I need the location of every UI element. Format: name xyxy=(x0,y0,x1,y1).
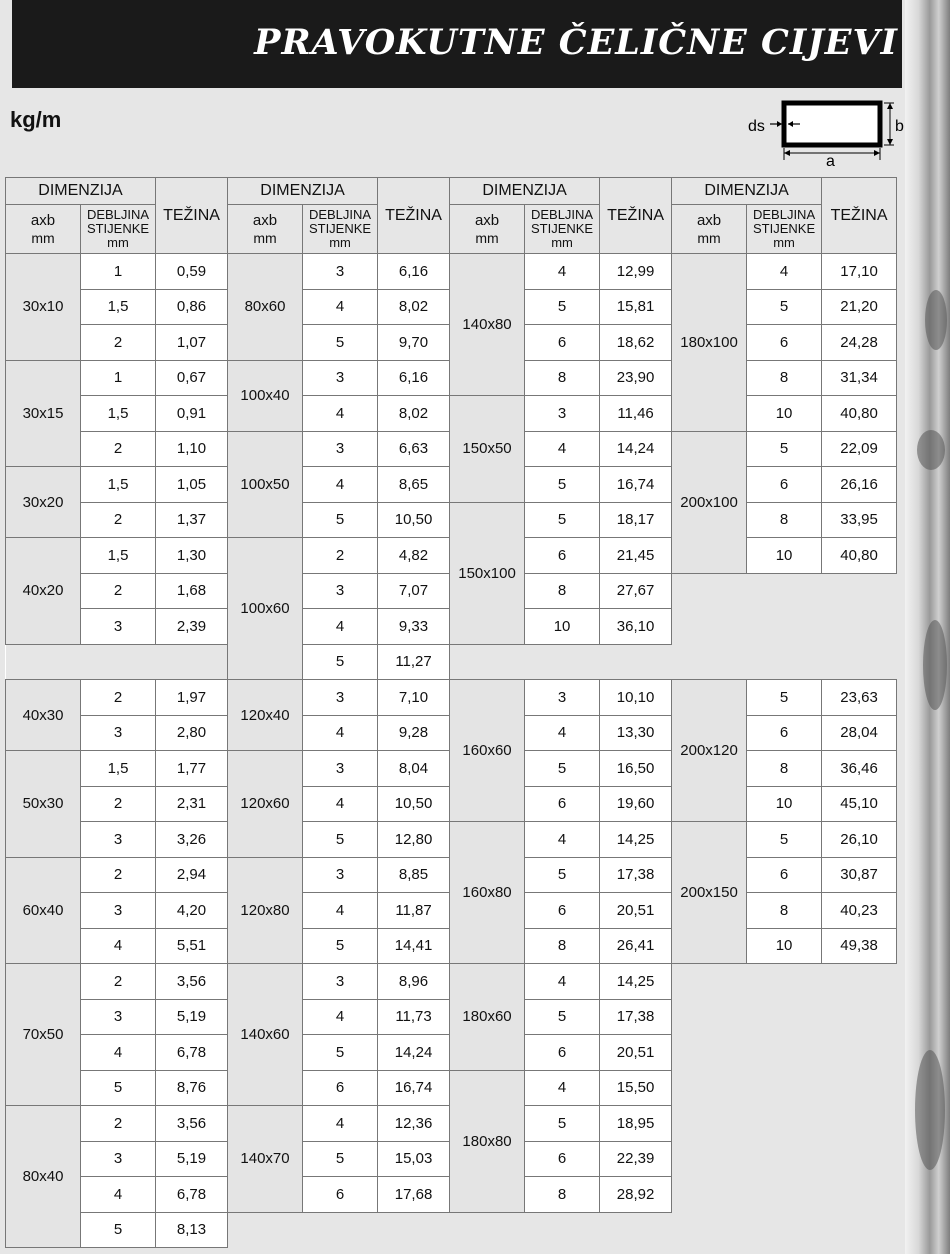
dimension-cell: 120x40 xyxy=(228,680,303,751)
wall-thickness-cell: 1 xyxy=(81,360,156,396)
weight-cell: 0,91 xyxy=(156,396,228,432)
weight-cell: 22,39 xyxy=(600,1141,672,1177)
weight-cell: 21,45 xyxy=(600,538,672,574)
weight-cell: 2,80 xyxy=(156,715,228,751)
dimension-cell: 30x20 xyxy=(6,467,81,538)
wall-thickness-cell: 8 xyxy=(747,360,822,396)
weight-cell: 22,09 xyxy=(822,431,897,467)
wall-thickness-cell: 5 xyxy=(81,1212,156,1248)
wall-thickness-cell: 5 xyxy=(303,822,378,858)
wall-thickness-cell: 6 xyxy=(747,325,822,361)
wall-thickness-cell: 8 xyxy=(525,573,600,609)
wall-thickness-cell: 4 xyxy=(747,254,822,290)
wall-thickness-cell: 2 xyxy=(81,431,156,467)
weight-cell: 31,34 xyxy=(822,360,897,396)
header-axb xyxy=(450,205,525,254)
decorative-photo-edge xyxy=(905,0,950,1254)
wall-thickness-cell: 4 xyxy=(525,1070,600,1106)
weight-cell: 14,25 xyxy=(600,822,672,858)
wall-thickness-cell: 3 xyxy=(303,573,378,609)
wall-thickness-cell: 8 xyxy=(747,751,822,787)
wall-thickness-cell: 1,5 xyxy=(81,538,156,574)
wall-thickness-cell: 5 xyxy=(747,680,822,716)
weight-cell: 36,46 xyxy=(822,751,897,787)
wall-thickness-cell: 4 xyxy=(81,1177,156,1213)
dimension-cell: 200x150 xyxy=(672,822,747,964)
weight-cell: 17,38 xyxy=(600,999,672,1035)
wall-thickness-cell: 2 xyxy=(81,325,156,361)
dimension-cell: 150x50 xyxy=(450,396,525,503)
header-dimenzija: DIMENZIJA xyxy=(228,178,378,205)
wall-thickness-cell: 5 xyxy=(747,822,822,858)
weight-cell: 20,51 xyxy=(600,893,672,929)
wall-thickness-cell: 1,5 xyxy=(81,467,156,503)
weight-cell: 20,51 xyxy=(600,1035,672,1071)
dimension-cell: 160x80 xyxy=(450,822,525,964)
weight-cell: 9,28 xyxy=(378,715,450,751)
wall-thickness-cell: 5 xyxy=(525,857,600,893)
weight-cell: 28,92 xyxy=(600,1177,672,1213)
table-row xyxy=(6,680,897,716)
dimension-cell: 180x100 xyxy=(672,254,747,432)
wall-thickness-cell: 6 xyxy=(525,538,600,574)
weight-cell: 1,77 xyxy=(156,751,228,787)
weight-cell: 5,19 xyxy=(156,1141,228,1177)
weight-cell: 13,30 xyxy=(600,715,672,751)
wall-thickness-cell: 2 xyxy=(81,573,156,609)
wall-thickness-cell: 5 xyxy=(303,1141,378,1177)
wall-thickness-cell: 1,5 xyxy=(81,396,156,432)
header-axb-label: axb xyxy=(696,212,722,229)
weight-cell: 15,50 xyxy=(600,1070,672,1106)
weight-cell: 14,24 xyxy=(378,1035,450,1071)
weight-cell: 26,10 xyxy=(822,822,897,858)
unit-label: kg/m xyxy=(10,107,62,132)
weight-cell: 17,38 xyxy=(600,857,672,893)
dimension-cell: 100x40 xyxy=(228,360,303,431)
a-label: a xyxy=(826,153,835,168)
wall-thickness-cell: 5 xyxy=(525,999,600,1035)
dimension-cell: 80x60 xyxy=(228,254,303,361)
wall-thickness-cell: 1,5 xyxy=(81,289,156,325)
wall-thickness-cell: 3 xyxy=(303,360,378,396)
header-debljina-stijenke xyxy=(81,205,156,254)
table-row xyxy=(6,502,897,538)
dimension-cell: 30x10 xyxy=(6,254,81,361)
header-tezina-label: TEŽINA xyxy=(385,206,442,224)
steel-tube-weight-table xyxy=(5,177,897,1248)
wall-thickness-cell: 5 xyxy=(303,928,378,964)
weight-cell: 15,03 xyxy=(378,1141,450,1177)
wall-thickness-cell: 6 xyxy=(747,715,822,751)
dimension-cell: 140x80 xyxy=(450,254,525,396)
weight-cell: 11,27 xyxy=(378,644,450,680)
dimension-cell: 140x60 xyxy=(228,964,303,1106)
weight-cell: 14,24 xyxy=(600,431,672,467)
wall-thickness-cell: 2 xyxy=(81,964,156,1000)
header-debljina-label: DEBLJINA xyxy=(308,207,372,222)
wall-thickness-cell: 10 xyxy=(747,538,822,574)
weight-cell: 23,90 xyxy=(600,360,672,396)
dimension-cell: 200x120 xyxy=(672,680,747,822)
wall-thickness-cell: 4 xyxy=(525,715,600,751)
weight-cell: 3,56 xyxy=(156,1106,228,1142)
wall-thickness-cell: 5 xyxy=(747,431,822,467)
header-dimenzija: DIMENZIJA xyxy=(450,178,600,205)
weight-cell: 26,41 xyxy=(600,928,672,964)
wall-thickness-cell: 4 xyxy=(303,715,378,751)
wall-thickness-cell: 4 xyxy=(525,822,600,858)
weight-cell: 10,50 xyxy=(378,786,450,822)
wall-thickness-cell: 3 xyxy=(525,680,600,716)
header-dimenzija: DIMENZIJA xyxy=(672,178,822,205)
header-axb-unit: mm xyxy=(475,230,499,246)
wall-thickness-cell: 4 xyxy=(303,609,378,645)
header-axb-label: axb xyxy=(252,212,278,229)
weight-cell: 1,37 xyxy=(156,502,228,538)
wall-thickness-cell: 3 xyxy=(81,999,156,1035)
weight-cell: 7,07 xyxy=(378,573,450,609)
header-debljina-stijenke xyxy=(303,205,378,254)
wall-thickness-cell: 4 xyxy=(525,254,600,290)
weight-cell: 17,10 xyxy=(822,254,897,290)
wall-thickness-cell: 2 xyxy=(81,680,156,716)
wall-thickness-cell: 4 xyxy=(525,964,600,1000)
header-tezina xyxy=(156,178,228,254)
wall-thickness-cell: 8 xyxy=(747,893,822,929)
table-row xyxy=(6,822,897,858)
header-debljina-stijenke xyxy=(525,205,600,254)
weight-cell: 3,26 xyxy=(156,822,228,858)
weight-cell: 10,10 xyxy=(600,680,672,716)
wall-thickness-cell: 2 xyxy=(303,538,378,574)
wall-thickness-cell: 4 xyxy=(303,1106,378,1142)
header-row-1 xyxy=(6,178,897,205)
weight-cell: 2,31 xyxy=(156,786,228,822)
wall-thickness-cell: 1,5 xyxy=(81,751,156,787)
table-row xyxy=(6,396,897,432)
wall-thickness-cell: 8 xyxy=(525,928,600,964)
weight-cell: 6,78 xyxy=(156,1035,228,1071)
wall-thickness-cell: 3 xyxy=(81,822,156,858)
weight-cell: 16,74 xyxy=(378,1070,450,1106)
wall-thickness-cell: 5 xyxy=(525,1106,600,1142)
header-axb xyxy=(672,205,747,254)
wall-thickness-cell: 4 xyxy=(303,467,378,503)
weight-cell: 11,46 xyxy=(600,396,672,432)
weight-cell: 11,87 xyxy=(378,893,450,929)
wall-thickness-cell: 3 xyxy=(81,715,156,751)
wall-thickness-cell: 3 xyxy=(81,1141,156,1177)
weight-cell: 4,82 xyxy=(378,538,450,574)
weight-cell: 18,95 xyxy=(600,1106,672,1142)
weight-cell: 11,73 xyxy=(378,999,450,1035)
wall-thickness-cell: 2 xyxy=(81,502,156,538)
wall-thickness-cell: 3 xyxy=(525,396,600,432)
wall-thickness-cell: 6 xyxy=(525,893,600,929)
weight-cell: 16,50 xyxy=(600,751,672,787)
weight-cell: 14,25 xyxy=(600,964,672,1000)
dimension-cell: 40x20 xyxy=(6,538,81,645)
wall-thickness-cell: 4 xyxy=(81,928,156,964)
wall-thickness-cell: 3 xyxy=(303,680,378,716)
ds-label: ds xyxy=(748,118,765,135)
header-tezina xyxy=(600,178,672,254)
header-debljina-label: DEBLJINA xyxy=(530,207,594,222)
dimension-cell: 50x30 xyxy=(6,751,81,858)
wall-thickness-cell: 3 xyxy=(303,857,378,893)
wall-thickness-cell: 6 xyxy=(525,325,600,361)
weight-cell: 24,28 xyxy=(822,325,897,361)
header-stijenke-label: STIJENKE xyxy=(752,221,816,236)
weight-cell: 23,63 xyxy=(822,680,897,716)
empty-cell xyxy=(672,964,897,1248)
b-label: b xyxy=(895,118,904,135)
weight-cell: 18,62 xyxy=(600,325,672,361)
weight-cell: 2,39 xyxy=(156,609,228,645)
weight-cell: 0,59 xyxy=(156,254,228,290)
wall-thickness-cell: 8 xyxy=(525,360,600,396)
wall-thickness-cell: 5 xyxy=(303,502,378,538)
weight-cell: 3,56 xyxy=(156,964,228,1000)
wall-thickness-cell: 10 xyxy=(747,786,822,822)
weight-cell: 12,80 xyxy=(378,822,450,858)
wall-thickness-cell: 1 xyxy=(81,254,156,290)
weight-cell: 15,81 xyxy=(600,289,672,325)
header-axb-label: axb xyxy=(30,212,56,229)
weight-cell: 30,87 xyxy=(822,857,897,893)
wall-thickness-cell: 10 xyxy=(747,928,822,964)
wall-thickness-cell: 6 xyxy=(303,1070,378,1106)
header-axb-unit: mm xyxy=(31,230,55,246)
weight-cell: 40,23 xyxy=(822,893,897,929)
weight-cell: 1,30 xyxy=(156,538,228,574)
weight-cell: 49,38 xyxy=(822,928,897,964)
header-tezina xyxy=(822,178,897,254)
wall-thickness-cell: 5 xyxy=(303,325,378,361)
dimension-cell: 200x100 xyxy=(672,431,747,573)
header-tezina-label: TEŽINA xyxy=(830,206,888,224)
dimension-cell: 180x60 xyxy=(450,964,525,1071)
empty-cell xyxy=(228,1212,450,1248)
wall-thickness-cell: 4 xyxy=(81,1035,156,1071)
wall-thickness-cell: 5 xyxy=(525,502,600,538)
wall-thickness-cell: 3 xyxy=(303,254,378,290)
weight-cell: 28,04 xyxy=(822,715,897,751)
weight-cell: 4,20 xyxy=(156,893,228,929)
header-stijenke-label: STIJENKE xyxy=(86,221,150,236)
dimension-cell: 40x30 xyxy=(6,680,81,751)
weight-cell: 5,19 xyxy=(156,999,228,1035)
weight-cell: 8,96 xyxy=(378,964,450,1000)
header-tezina xyxy=(378,178,450,254)
wall-thickness-cell: 10 xyxy=(525,609,600,645)
weight-cell: 1,05 xyxy=(156,467,228,503)
weight-cell: 0,86 xyxy=(156,289,228,325)
empty-cell xyxy=(450,644,672,680)
wall-thickness-cell: 3 xyxy=(303,431,378,467)
header-stijenke-label: STIJENKE xyxy=(530,221,594,236)
wall-thickness-cell: 4 xyxy=(303,396,378,432)
header-row-2 xyxy=(6,205,897,254)
dimension-cell: 60x40 xyxy=(6,857,81,964)
weight-cell: 9,70 xyxy=(378,325,450,361)
weight-cell: 27,67 xyxy=(600,573,672,609)
weight-cell: 21,20 xyxy=(822,289,897,325)
tube-cross-section-diagram xyxy=(748,98,908,168)
weight-cell: 45,10 xyxy=(822,786,897,822)
weight-cell: 33,95 xyxy=(822,502,897,538)
wall-thickness-cell: 2 xyxy=(81,857,156,893)
wall-thickness-cell: 5 xyxy=(525,467,600,503)
wall-thickness-cell: 5 xyxy=(525,751,600,787)
wall-thickness-cell: 4 xyxy=(525,431,600,467)
header-stijenke-unit: mm xyxy=(107,235,129,250)
dimension-cell: 160x60 xyxy=(450,680,525,822)
dimension-cell: 30x15 xyxy=(6,360,81,467)
header-axb-unit: mm xyxy=(253,230,277,246)
wall-thickness-cell: 6 xyxy=(747,467,822,503)
dimension-cell: 70x50 xyxy=(6,964,81,1106)
weight-cell: 8,85 xyxy=(378,857,450,893)
wall-thickness-cell: 3 xyxy=(81,609,156,645)
weight-cell: 18,17 xyxy=(600,502,672,538)
title-banner xyxy=(12,0,902,88)
header-debljina-stijenke xyxy=(747,205,822,254)
weight-cell: 6,16 xyxy=(378,254,450,290)
weight-cell: 1,10 xyxy=(156,431,228,467)
dimension-cell: 100x60 xyxy=(228,538,303,680)
weight-cell: 1,07 xyxy=(156,325,228,361)
weight-cell: 8,65 xyxy=(378,467,450,503)
dimension-cell: 100x50 xyxy=(228,431,303,538)
wall-thickness-cell: 3 xyxy=(303,751,378,787)
wall-thickness-cell: 6 xyxy=(747,857,822,893)
weight-cell: 6,63 xyxy=(378,431,450,467)
weight-cell: 36,10 xyxy=(600,609,672,645)
dimension-cell: 120x60 xyxy=(228,751,303,858)
table-row xyxy=(6,254,897,290)
header-tezina-label: TEŽINA xyxy=(607,206,664,224)
header-axb-unit: mm xyxy=(697,230,721,246)
header-dimenzija: DIMENZIJA xyxy=(6,178,156,205)
wall-thickness-cell: 4 xyxy=(303,289,378,325)
header-stijenke-unit: mm xyxy=(551,235,573,250)
wall-thickness-cell: 3 xyxy=(81,893,156,929)
table-row xyxy=(6,964,897,1000)
wall-thickness-cell: 8 xyxy=(525,1177,600,1213)
header-axb xyxy=(6,205,81,254)
weight-cell: 8,13 xyxy=(156,1212,228,1248)
header-debljina-label: DEBLJINA xyxy=(752,207,816,222)
wall-thickness-cell: 10 xyxy=(747,396,822,432)
header-stijenke-label: STIJENKE xyxy=(308,221,372,236)
wall-thickness-cell: 4 xyxy=(303,999,378,1035)
weight-cell: 0,67 xyxy=(156,360,228,396)
wall-thickness-cell: 4 xyxy=(303,786,378,822)
header-tezina-label: TEŽINA xyxy=(163,206,220,224)
wall-thickness-cell: 3 xyxy=(303,964,378,1000)
weight-cell: 1,68 xyxy=(156,573,228,609)
weight-cell: 6,78 xyxy=(156,1177,228,1213)
header-stijenke-unit: mm xyxy=(773,235,795,250)
weight-cell: 2,94 xyxy=(156,857,228,893)
wall-thickness-cell: 2 xyxy=(81,786,156,822)
header-debljina-label: DEBLJINA xyxy=(86,207,150,222)
dimension-cell: 180x80 xyxy=(450,1070,525,1212)
weight-cell: 40,80 xyxy=(822,396,897,432)
wall-thickness-cell: 5 xyxy=(525,289,600,325)
weight-cell: 40,80 xyxy=(822,538,897,574)
wall-thickness-cell: 6 xyxy=(303,1177,378,1213)
dimension-cell: 140x70 xyxy=(228,1106,303,1213)
weight-cell: 16,74 xyxy=(600,467,672,503)
header-stijenke-unit: mm xyxy=(329,235,351,250)
weight-cell: 9,33 xyxy=(378,609,450,645)
weight-cell: 8,76 xyxy=(156,1070,228,1106)
wall-thickness-cell: 4 xyxy=(303,893,378,929)
weight-cell: 10,50 xyxy=(378,502,450,538)
weight-cell: 8,04 xyxy=(378,751,450,787)
wall-thickness-cell: 2 xyxy=(81,1106,156,1142)
wall-thickness-cell: 6 xyxy=(525,786,600,822)
page-title: PRAVOKUTNE ČELIČNE CIJEVI xyxy=(254,22,898,63)
header-axb xyxy=(228,205,303,254)
wall-thickness-cell: 6 xyxy=(525,1141,600,1177)
dimension-cell: 150x100 xyxy=(450,502,525,644)
header-axb-label: axb xyxy=(474,212,500,229)
empty-cell xyxy=(450,1212,672,1248)
weight-cell: 8,02 xyxy=(378,396,450,432)
weight-cell: 6,16 xyxy=(378,360,450,396)
dimension-cell: 80x40 xyxy=(6,1106,81,1248)
weight-cell: 7,10 xyxy=(378,680,450,716)
weight-cell: 19,60 xyxy=(600,786,672,822)
wall-thickness-cell: 6 xyxy=(525,1035,600,1071)
wall-thickness-cell: 5 xyxy=(303,1035,378,1071)
weight-cell: 14,41 xyxy=(378,928,450,964)
wall-thickness-cell: 5 xyxy=(747,289,822,325)
weight-cell: 1,97 xyxy=(156,680,228,716)
wall-thickness-cell: 5 xyxy=(303,644,378,680)
empty-cell xyxy=(6,644,228,680)
weight-cell: 17,68 xyxy=(378,1177,450,1213)
weight-cell: 12,99 xyxy=(600,254,672,290)
weight-cell: 5,51 xyxy=(156,928,228,964)
weight-cell: 8,02 xyxy=(378,289,450,325)
wall-thickness-cell: 5 xyxy=(81,1070,156,1106)
weight-cell: 12,36 xyxy=(378,1106,450,1142)
weight-cell: 26,16 xyxy=(822,467,897,503)
arrow-right-icon xyxy=(777,121,782,127)
wall-thickness-cell: 8 xyxy=(747,502,822,538)
dimension-cell: 120x80 xyxy=(228,857,303,964)
empty-cell xyxy=(672,573,897,680)
